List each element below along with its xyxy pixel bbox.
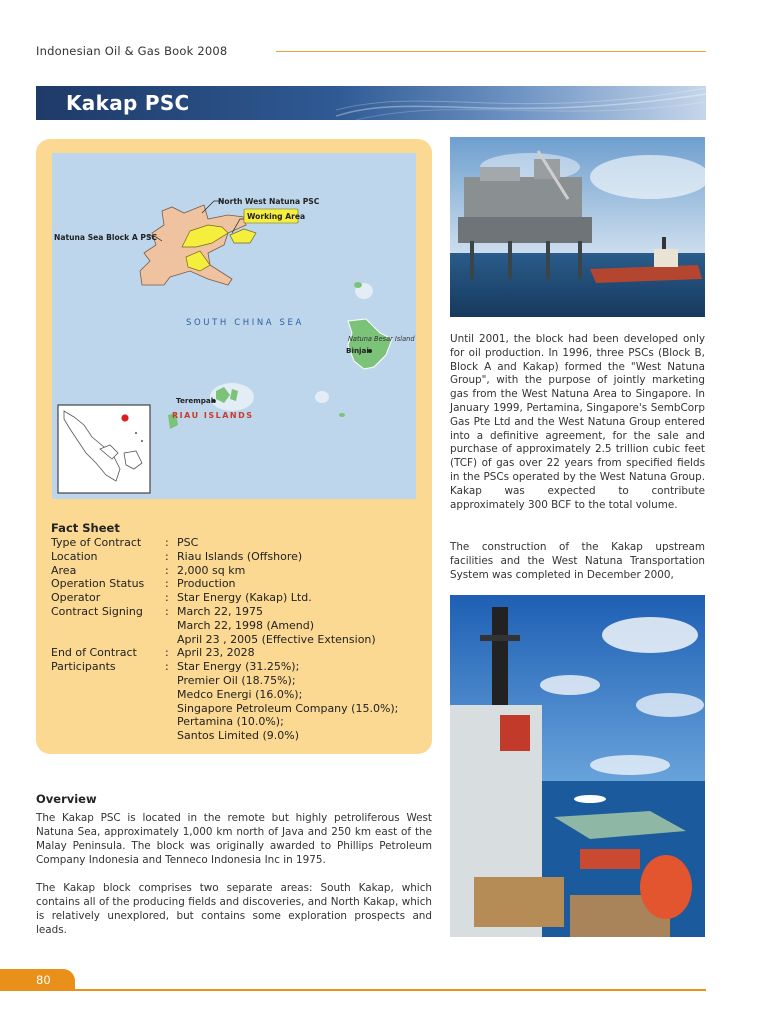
fact-label: [51, 729, 165, 743]
fact-value: Star Energy (31.25%);: [177, 660, 300, 674]
fact-colon: :: [165, 577, 169, 591]
fact-colon: :: [165, 660, 169, 674]
fact-colon: :: [165, 536, 169, 549]
fact-value: Singapore Petroleum Company (15.0%);: [177, 701, 399, 715]
platform-photo-graphic: [450, 137, 705, 317]
platform-module: [480, 167, 520, 181]
fact-label: Operation Status: [51, 577, 145, 591]
label-south-china-sea: SOUTH CHINA SEA: [186, 318, 304, 328]
vessel-deck-photo: [450, 595, 705, 937]
deck-equipment: [580, 849, 640, 869]
fact-sheet-panel: [36, 139, 432, 754]
label-nw-natuna: North West Natuna PSC: [218, 197, 320, 206]
inset-dot-2: [141, 440, 143, 442]
deck-hatch: [474, 877, 564, 927]
fact-value: Medco Energi (16.0%);: [177, 687, 303, 701]
offshore-platform-photo: [450, 137, 705, 317]
vessel-bridge: [654, 249, 678, 267]
fact-value: 2,000 sq km: [177, 563, 246, 577]
fact-value: April 23, 2028: [177, 646, 255, 660]
location-map: [52, 153, 416, 499]
label-binjai: Binjai: [346, 346, 369, 355]
label-natuna-sea-block: Natuna Sea Block A PSC: [54, 233, 158, 242]
exhaust-stack: [492, 607, 508, 707]
section-banner: [36, 86, 706, 120]
fact-label: Contract Signing: [51, 604, 143, 618]
fact-label: [51, 619, 165, 633]
fact-colon: [165, 688, 177, 702]
right-paragraph-2: The construction of the Kakap upstream facilities and the West Natuna Transportation System was completed in December 2000,: [450, 541, 705, 581]
fact-row: [51, 633, 417, 647]
fact-label: [51, 688, 165, 702]
fact-value: Production: [177, 577, 236, 591]
fact-colon: [165, 619, 177, 633]
fact-colon: [165, 633, 177, 647]
fact-label: Type of Contract: [51, 536, 142, 549]
fact-row: [51, 577, 417, 591]
fact-label: [51, 633, 165, 647]
island-small-1: [354, 282, 362, 288]
fact-row: [51, 646, 417, 660]
page-title: Kakap PSC: [66, 91, 190, 115]
fact-row: [51, 660, 417, 674]
cloud: [602, 617, 698, 653]
fact-row: [51, 688, 417, 702]
vessel-mast: [662, 237, 666, 249]
fact-label: [51, 702, 165, 716]
fact-colon: :: [165, 549, 169, 563]
fact-row: [51, 591, 417, 605]
island-small-2: [339, 413, 345, 417]
fact-row: [51, 605, 417, 619]
fact-value: Pertamina (10.0%);: [177, 715, 284, 729]
fact-label: Area: [51, 563, 77, 577]
platform-module: [534, 159, 560, 179]
fact-label: End of Contract: [51, 646, 137, 660]
fact-sheet-table: [51, 536, 417, 743]
stack-platform: [480, 635, 520, 641]
fact-colon: [165, 674, 177, 688]
map-graphic: [52, 153, 416, 499]
fact-colon: [165, 715, 177, 729]
cloud: [590, 755, 670, 775]
fact-value: Star Energy (Kakap) Ltd.: [177, 591, 312, 605]
fact-value: PSC: [177, 536, 199, 549]
working-area-east: [230, 229, 256, 243]
label-natuna-besar: Natuna Besar Island: [348, 335, 415, 343]
fact-row: [51, 619, 417, 633]
fact-value: March 22, 1998 (Amend): [177, 618, 315, 632]
page-number: 80: [36, 973, 51, 987]
cloud: [636, 693, 704, 717]
fact-row: [51, 729, 417, 743]
fact-colon: :: [165, 604, 169, 618]
fact-value: March 22, 1975: [177, 604, 264, 618]
helicopter: [574, 795, 606, 803]
fact-row: [51, 564, 417, 578]
cloud: [590, 155, 705, 199]
label-terempah: Terempah: [176, 396, 216, 405]
platform-leg: [470, 241, 474, 279]
fact-sheet-heading: Fact Sheet: [51, 521, 120, 535]
fact-value: April 23 , 2005 (Effective Extension): [177, 632, 376, 646]
fact-label: Location: [51, 549, 98, 563]
fact-label: [51, 715, 165, 729]
fact-row: [51, 715, 417, 729]
inset-dot-1: [135, 432, 137, 434]
fact-colon: :: [165, 646, 169, 660]
label-riau-islands: RIAU ISLANDS: [172, 411, 254, 420]
cloud: [540, 675, 600, 695]
label-working-area: Working Area: [247, 212, 306, 221]
footer-divider: [75, 989, 706, 991]
right-paragraph-1: Until 2001, the block had been developed only for oil production. In 1996, three PSCs (Block B, Block A and Kakap) formed the "West Natuna Group", with the purpose of jointly marketing gas from the West Natuna Area to Singapore. In January 1999, Pertamina, Singapore's SembCorp Gas Pte Ltd and the West Natuna Group entered into a definitive agreement, for the sale and purchase of approximately 2.5 trillion cubic feet (TCF) of gas over 22 years from specified fields in the PSCs operated by the West Natuna Group. Kakap was expected to contribute approximately 300 BCF to the total volume.: [450, 333, 705, 511]
platform-deck-upper: [464, 177, 582, 221]
fact-colon: [165, 702, 177, 716]
fact-label: Operator: [51, 591, 101, 605]
natuna-besar-island: [348, 319, 392, 369]
island-shoal-2: [315, 391, 329, 403]
platform-leg: [578, 241, 582, 279]
fact-colon: :: [165, 563, 169, 577]
fact-value: Santos Limited (9.0%): [177, 729, 300, 743]
fact-value: Riau Islands (Offshore): [177, 549, 303, 563]
fact-row: [51, 550, 417, 564]
inset-location-dot: [121, 414, 128, 421]
platform-deck-lower: [458, 217, 592, 243]
overview-paragraph-1: The Kakap PSC is located in the remote but highly petroliferous West Natuna Sea, approximately 1,000 km north of Java and 250 km east of the Malay Peninsula. The block was originally awarded to Phillips Petroleum Company Indonesia and Tenneco Indonesia Inc in 1975.: [36, 812, 432, 866]
vessel-photo-graphic: [450, 595, 705, 937]
banner-wave-decoration: [336, 86, 706, 120]
platform-leg: [508, 241, 512, 279]
overview-paragraph-2: The Kakap block comprises two separate areas: South Kakap, which contains all of the producing fields and discoveries, and North Kakap, which is relatively unexplored, but contains some exploration prospects and leads.: [36, 882, 432, 936]
fact-value: Premier Oil (18.75%);: [177, 673, 296, 687]
fact-colon: [165, 729, 177, 743]
fact-label: Participants: [51, 660, 116, 674]
fact-colon: :: [165, 591, 169, 605]
fact-row: [51, 674, 417, 688]
lifeboat: [640, 855, 692, 919]
company-logo-mark: [500, 715, 530, 751]
platform-leg: [546, 241, 550, 279]
fact-label: [51, 674, 165, 688]
overview-heading: Overview: [36, 792, 97, 806]
fact-row: [51, 536, 417, 550]
fact-row: [51, 702, 417, 716]
book-title: Indonesian Oil & Gas Book 2008: [36, 44, 228, 58]
header-divider: [276, 51, 706, 52]
